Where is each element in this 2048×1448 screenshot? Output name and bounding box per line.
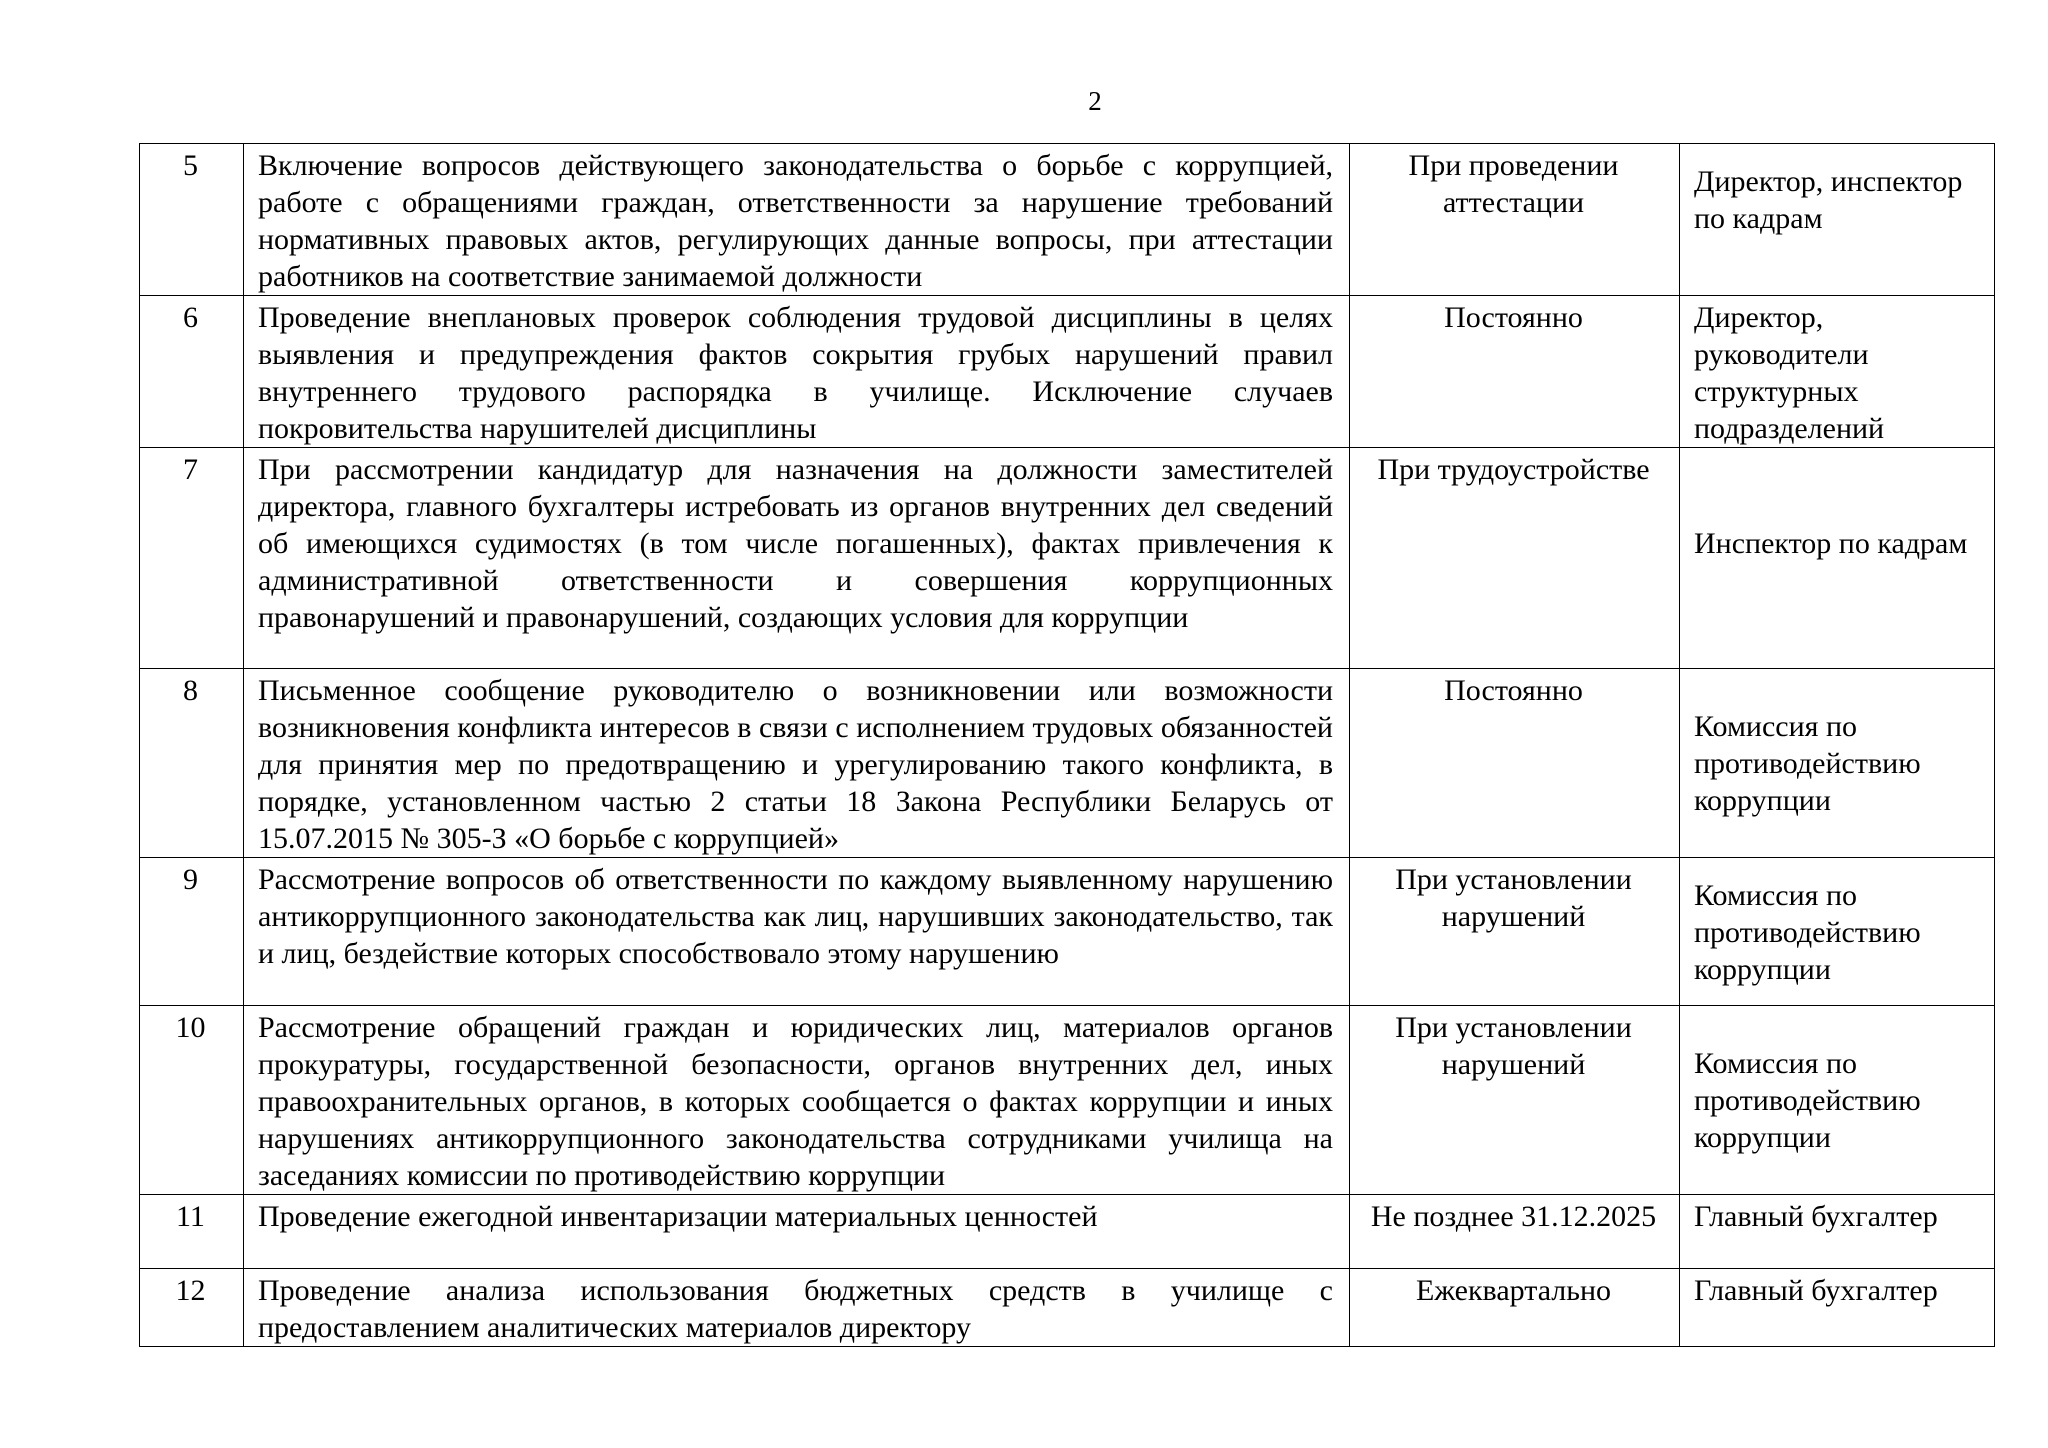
measure-description: Рассмотрение обращений граждан и юридических лиц, материалов органов прокуратуры, государственной безопасности, органов внутренних дел, иных правоохранительных органов, в которых сообщается о фактах коррупции и иных нарушениях антикоррупционного законодательства сотрудниками училища на заседаниях комиссии по противодействию коррупции	[244, 1006, 1350, 1195]
measure-description: Рассмотрение вопросов об ответственности по каждому выявленному нарушению антикоррупционного законодательства как лиц, нарушивших законодательство, так и лиц, бездействие которых способствовало этому нарушению	[244, 858, 1350, 1006]
row-number: 6	[140, 296, 244, 448]
row-number: 11	[140, 1195, 244, 1269]
measure-description: При рассмотрении кандидатур для назначения на должности заместителей директора, главного бухгалтеры истребовать из органов внутренних дел сведений об имеющихся судимостях (в том числе погашенных), фактах привлечения к административной ответственности и совершения коррупционных правонарушений и правонарушений, создающих условия для коррупции	[244, 448, 1350, 669]
responsible-text: Директор, инспектор по кадрам	[1694, 165, 1963, 235]
row-number: 8	[140, 669, 244, 858]
page-number: 2	[1088, 86, 1102, 116]
measure-description: Включение вопросов действующего законодательства о борьбе с коррупцией, работе с обращениями граждан, ответственности за нарушение требований нормативных правовых актов, регулирующих данные вопросы, при аттестации работников на соответствие занимаемой должности	[244, 144, 1350, 296]
row-number: 9	[140, 858, 244, 1006]
measure-deadline: При установлении нарушений	[1350, 858, 1680, 1006]
table-row	[140, 144, 1995, 296]
table-row	[140, 858, 1995, 1006]
table-row	[140, 296, 1995, 448]
measure-responsible: Главный бухгалтер	[1680, 1195, 1995, 1269]
table-row	[140, 669, 1995, 858]
measure-description: Проведение внеплановых проверок соблюдения трудовой дисциплины в целях выявления и предупреждения фактов сокрытия грубых нарушений правил внутреннего трудового распорядка в училище. Исключение случаев покровительства нарушителей дисциплины	[244, 296, 1350, 448]
measure-description: Проведение анализа использования бюджетных средств в училище с предоставлением аналитических материалов директору	[244, 1269, 1350, 1347]
measures-table	[139, 143, 1995, 1347]
measure-responsible	[1680, 858, 1995, 1006]
measure-description: Проведение ежегодной инвентаризации материальных ценностей	[244, 1195, 1350, 1269]
responsible-text: Комиссия по противодействию коррупции	[1694, 1047, 1921, 1154]
measure-deadline: При установлении нарушений	[1350, 1006, 1680, 1195]
row-number: 5	[140, 144, 244, 296]
measure-description: Письменное сообщение руководителю о возникновении или возможности возникновения конфликта интересов в связи с исполнением трудовых обязанностей для принятия мер по предотвращению и урегулированию такого конфликта, в порядке, установленном частью 2 статьи 18 Закона Республики Беларусь от 15.07.2015 № 305-З «О борьбе с коррупцией»	[244, 669, 1350, 858]
measure-deadline: При трудоустройстве	[1350, 448, 1680, 669]
row-number: 12	[140, 1269, 244, 1347]
measure-deadline: Постоянно	[1350, 669, 1680, 858]
measure-responsible: Главный бухгалтер	[1680, 1269, 1995, 1347]
row-number: 10	[140, 1006, 244, 1195]
responsible-text: Комиссия по противодействию коррупции	[1694, 879, 1921, 986]
row-number: 7	[140, 448, 244, 669]
measure-responsible: Директор, руководители структурных подразделений	[1680, 296, 1995, 448]
measure-responsible	[1680, 669, 1995, 858]
table-row	[140, 1195, 1995, 1269]
measure-responsible	[1680, 448, 1995, 669]
table-row	[140, 448, 1995, 669]
responsible-text: Инспектор по кадрам	[1694, 527, 1968, 560]
measure-deadline: При проведении аттестации	[1350, 144, 1680, 296]
measure-deadline: Постоянно	[1350, 296, 1680, 448]
table-row	[140, 1006, 1995, 1195]
responsible-text: Комиссия по противодействию коррупции	[1694, 710, 1921, 817]
measure-responsible	[1680, 1006, 1995, 1195]
measure-deadline: Не позднее 31.12.2025	[1350, 1195, 1680, 1269]
measure-deadline: Ежеквартально	[1350, 1269, 1680, 1347]
measure-responsible	[1680, 144, 1995, 296]
table-row	[140, 1269, 1995, 1347]
